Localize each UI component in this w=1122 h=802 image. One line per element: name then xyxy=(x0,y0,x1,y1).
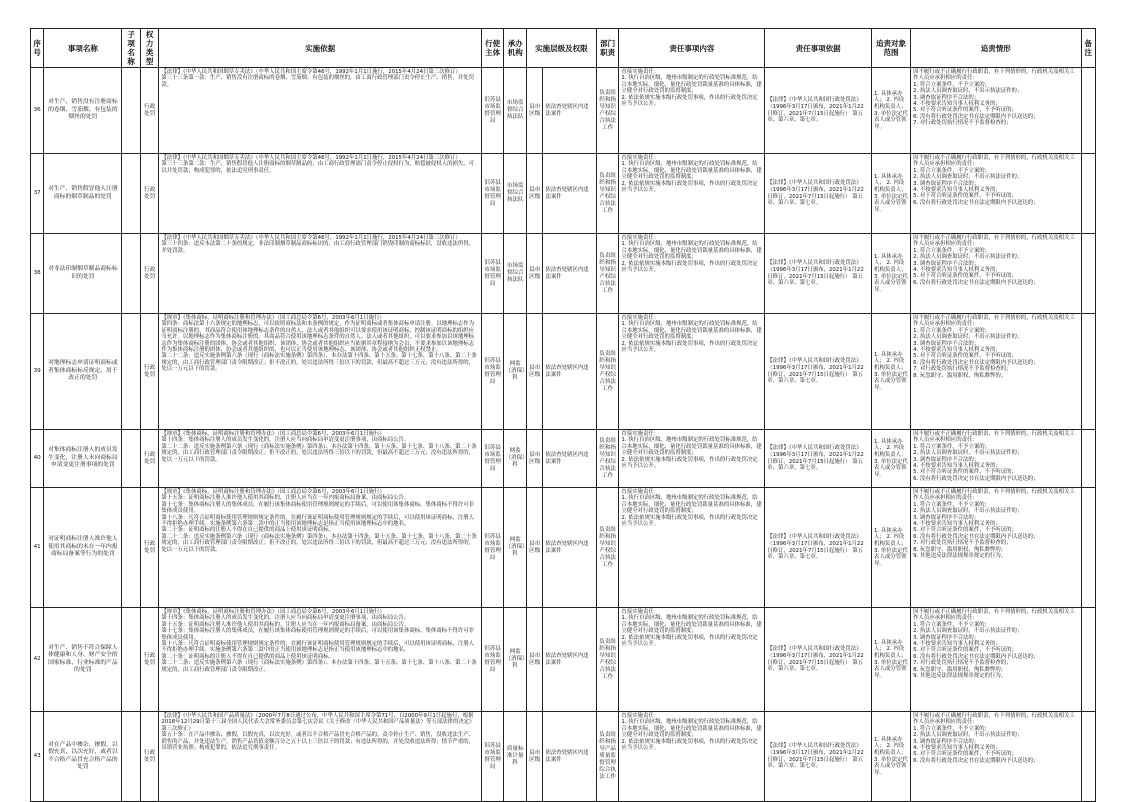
cell-resp-basis: 【法律】《中华人民共和国行政处罚法》（1996年3月17日颁布，2021年1月22日修订，2021年7月15日起施行） 第五章、第六章、第七章。 xyxy=(765,314,872,430)
cell-power-type: 行政处罚 xyxy=(140,314,158,430)
table-row xyxy=(31,488,1096,608)
header-subject: 行使主体 xyxy=(481,29,504,68)
cell-seq: 37 xyxy=(31,154,44,234)
cell-seq: 43 xyxy=(31,712,44,802)
cell-level-b: 依法查处辖区内违法案件 xyxy=(543,488,596,608)
header-resp-content: 责任事项内容 xyxy=(619,29,765,68)
cell-subject: 旧苏县市场监督管理局 xyxy=(481,68,504,154)
cell-level-b: 依法查处辖区内违法案件 xyxy=(543,154,596,234)
table-header xyxy=(31,29,1096,68)
cell-remark xyxy=(1081,608,1095,712)
cell-agency: 市场监督综合执法队 xyxy=(504,68,527,154)
cell-item-name: 对生产、销售没有注册商标的卷烟、雪茄烟、有包装的烟丝的处罚 xyxy=(44,68,122,154)
cell-sub-name xyxy=(122,68,140,154)
cell-power-type: 行政处罚 xyxy=(140,430,158,488)
cell-sub-name xyxy=(122,430,140,488)
cell-accountable: 1. 具体承办人； 2. 内设机构负责人； 3. 单位法定代表人或分管领导。 xyxy=(872,712,911,802)
cell-sub-name xyxy=(122,608,140,712)
cell-subject: 旧苏县市场监督管理局 xyxy=(481,234,504,314)
cell-remark xyxy=(1081,234,1095,314)
cell-seq: 42 xyxy=(31,608,44,712)
cell-dept-duty: 负责组织和指导知识产权综合执法工作 xyxy=(596,154,619,234)
cell-agency: 网监（消保）科 xyxy=(504,608,527,712)
cell-basis: 【法律】《中华人民共和国烟草专卖法》（中华人民共和国主席令第46号，1992年1月1日施行，2015年4月24日第三次修订） 第三十三条第一款：生产、销售没有注册商标的卷烟、雪茄烟、有包装的烟丝的，由工商行政管理部门责令停止生产、销售，并处罚款。 xyxy=(159,68,481,154)
cell-remark xyxy=(1081,430,1095,488)
cell-level-a: 县市区级 xyxy=(527,234,543,314)
cell-level-b: 依法查处辖区内违法案件 xyxy=(543,68,596,154)
cell-resp-basis: 【法律】《中华人民共和国行政处罚法》（1996年3月17日颁布，2021年1月22日修订，2021年7月15日起施行） 第五章、第六章、第七章。 xyxy=(765,712,872,802)
cell-power-type: 行政处罚 xyxy=(140,608,158,712)
cell-resp-basis: 【法律】《中华人民共和国行政处罚法》（1996年3月17日颁布，2021年1月22日修订，2021年7月15日起施行） 第五章、第六章、第七章。 xyxy=(765,430,872,488)
cell-item-name: 对生产、销售不符合保障人体健康和人身、财产安全的国家标准、行业标准的产品的处罚 xyxy=(44,608,122,712)
cell-basis: 【规章】《集体商标、证明商标注册和管理办法》（国工商总局令第6号，2003年6月1日施行） 第十四条：集体商标注册人的成员发生变化的，注册人应当向商标局申请变更注册事项，由商标局公告。 第二十二条：违反实施条例第六条（现行《商标法实施条例》第四条）、本办法第十四条、第十五条、第十七条、第十八条、第二十条规定的，由工商行政管理部门责令限期改正；拒不改正的，处以违法所得三倍以下的罚款，但最高不超过三万元；没有违法所得的，处以一万元以下的罚款。 xyxy=(159,430,481,488)
cell-resp-content: 直接实施责任： 1. 执行自治区级、地州市级制定的行政处罚标准规范，结合本地实际，细化、量化行政处罚裁量基准的具体标准，建立健全对行政处罚的监督制度； 2. 依法依规实施本级行政处罚事项，作出的行政处罚决定应当予以公开。 xyxy=(619,234,765,314)
cell-dept-duty: 负责组织和指导知识产权综合执法工作 xyxy=(596,234,619,314)
cell-dept-duty: 负责组织和指导产品质量监督管理综合执法工作 xyxy=(596,712,619,802)
cell-accountable: 1. 具体承办人； 2. 内设机构负责人； 3. 单位法定代表人或分管领导。 xyxy=(872,154,911,234)
responsibility-table xyxy=(30,28,1096,802)
cell-remark xyxy=(1081,712,1095,802)
cell-dept-duty: 负责组织和指导知识产权综合执法工作 xyxy=(596,430,619,488)
cell-basis: 【法律】《中华人民共和国产品质量法》（2000年7月8日通过公布，中华人民共和国主席令第71号，自2000年9月1日起施行，根据2018年12月29日第十三届全国人民代表大会常务委员会第七次会议《关于修改〈中华人民共和国产品质量法〉等五部法律的决定》第三次修正） 第五十条：在产品中掺杂、掺假，以假充真，以次充好，或者以不合格产品冒充合格产品的，责令停止生产、销售，没收违法生产、销售的产品，并处违法生产、销售产品货值金额百分之五十以上三倍以下的罚款；有违法所得的，并处没收违法所得；情节严重的，吊销营业执照；构成犯罪的，依法追究刑事责任。 xyxy=(159,712,481,802)
cell-subject: 旧苏县市场监督管理局 xyxy=(481,608,504,712)
cell-accountable: 1. 具体承办人； 2. 内设机构负责人； 3. 单位法定代表人或分管领导。 xyxy=(872,314,911,430)
cell-accountable-situations: 因不履行或不正确履行行政职责，有下列情形的，行政机关及相关工作人员应承担相应的责任： 1. 符合立案条件，不予立案的； 2. 执法人员调查取证时，不出示执法证件的； 3. 调查取证程序不合法的； 4. 不按要求告知当事人权利义务的； 5. 对于符合听证条件的案件，不予听证的； 6. 没有将行政处罚决定书在法定期限内予以送达的； xyxy=(911,712,1081,802)
header-accountable: 追责对象范围 xyxy=(872,29,911,68)
cell-resp-content: 直接实施责任： 1. 执行自治区级、地州市级制定的行政处罚标准规范，结合本地实际，细化、量化行政处罚裁量基准的具体标准，建立健全对行政处罚的监督制度； 2. 依法依规实施本级行政处罚事项，作出的行政处罚决定应当予以公开。 xyxy=(619,314,765,430)
table-row xyxy=(31,234,1096,314)
header-item-name: 事项名称 xyxy=(44,29,122,68)
cell-remark xyxy=(1081,154,1095,234)
header-accountable-situations: 追责情形 xyxy=(911,29,1081,68)
cell-item-name: 对证明商标注册人准许他人使用其商标的未在一年内报商标局备案等行为的处罚 xyxy=(44,488,122,608)
cell-power-type: 行政处罚 xyxy=(140,154,158,234)
cell-resp-content: 直接实施责任： 1. 执行自治区级、地州市级制定的行政处罚标准规范，结合本地实际，细化、量化行政处罚裁量基准的具体标准，建立健全对行政处罚的监督制度； 2. 依法依规实施本级行政处罚事项，作出的行政处罚决定应当予以公开。 xyxy=(619,608,765,712)
cell-dept-duty: 负责组织和指导知识产权综合执法工作 xyxy=(596,488,619,608)
table-row xyxy=(31,68,1096,154)
cell-accountable: 1. 具体承办人； 2. 内设机构负责人； 3. 单位法定代表人或分管领导。 xyxy=(872,430,911,488)
cell-remark xyxy=(1081,488,1095,608)
cell-seq: 38 xyxy=(31,234,44,314)
cell-level-a: 县市区级 xyxy=(527,712,543,802)
cell-basis: 【规章】《集体商标、证明商标注册和管理办法》（国工商总局令第6号，2003年6月1日施行） 第十五条：证明商标注册人准许他人使用其商标的，注册人应当在一年内报商标局备案，由商标局公告。 第十七条：集体商标注册人的集体成员，在履行该集体商标使用管理规则规定的手续后，可以使用该集体商标。集体商标不得许可非集体成员使用。 第十八条：凡符合证明商标使用管理规则规定条件的，在履行该证明商标使用管理规则规定的手续后，可以使用该证明商标，注册人不得拒绝办理手续。实施条例第六条第二款中的正当使用该地理标志是指正当使用该地理标志中的地名。 第二十条：证明商标的注册人不得在自己提供的商品上使用该证明商标。 第二十二条：违反实施条例第六条（现行《商标法实施条例》第四条）、本办法第十四条、第十五条、第十七条、第十八条、第二十条规定的，由工商行政管理部门责令限期改正；拒不改正的，处以违法所得三倍以下的罚款，但最高不超过三万元；没有违法所得的，处以一万元以下的罚款。 xyxy=(159,488,481,608)
cell-seq: 39 xyxy=(31,314,44,430)
cell-resp-content: 直接实施责任： 1. 执行自治区级、地州市级制定的行政处罚标准规范，结合本地实际，细化、量化行政处罚裁量基准的具体标准，建立健全对行政处罚的监督制度； 2. 依法依规实施本级行政处罚事项，作出的行政处罚决定应当予以公开。 xyxy=(619,488,765,608)
cell-seq: 41 xyxy=(31,488,44,608)
cell-level-a: 县市区级 xyxy=(527,488,543,608)
cell-subject: 旧苏县市场监督管理局 xyxy=(481,712,504,802)
cell-agency: 质量标准计量科 xyxy=(504,712,527,802)
cell-agency: 网监（消保）科 xyxy=(504,488,527,608)
table-row xyxy=(31,314,1096,430)
header-sub-name: 子项名称 xyxy=(122,29,140,68)
cell-accountable-situations: 因不履行或不正确履行行政职责，有下列情形的，行政机关及相关工作人员应承担相应的责任： 1. 符合立案条件，不予立案的； 2. 执法人员调查取证时，不出示执法证件的； 3. 调查取证程序不合法的； 4. 不按要求告知当事人权利义务的； 5. 对于符合听证条件的案件，不予听证的； 6. 没有将行政处罚决定书在法定期限内予以送达的； 7. 对行政处罚执行情况不予监督检查的； xyxy=(911,68,1081,154)
table-row xyxy=(31,154,1096,234)
cell-agency: 市场监督综合执法队 xyxy=(504,154,527,234)
header-basis: 实施依据 xyxy=(159,29,481,68)
cell-resp-basis: 【法律】《中华人民共和国行政处罚法》（1996年3月17日颁布，2021年1月22日修订，2021年7月15日起施行） 第五章、第六章、第七章。 xyxy=(765,68,872,154)
cell-sub-name xyxy=(122,234,140,314)
header-remark: 备注 xyxy=(1081,29,1095,68)
cell-power-type: 行政处罚 xyxy=(140,488,158,608)
cell-level-b: 依法查处辖区内违法案件 xyxy=(543,712,596,802)
cell-sub-name xyxy=(122,154,140,234)
header-agency: 承办机构 xyxy=(504,29,527,68)
cell-sub-name xyxy=(122,712,140,802)
cell-accountable-situations: 因不履行或不正确履行行政职责，有下列情形的，行政机关及相关工作人员应承担相应的责任： 1. 符合立案条件，不予立案的； 2. 执法人员调查取证时，不出示执法证件的； 3. 调查取证程序不合法的； 4. 不按要求告知当事人权利义务的； 5. 对于符合听证条件的案件，不予听证的； 6. 没有将行政处罚决定书在法定期限内予以送达的； 7. 对行政处罚执行情况不予监督检查的； 8. 玩忽职守、滥用职权、徇私舞弊的； 9. 其他违反法律法规规章规定的行为。 xyxy=(911,488,1081,608)
cell-accountable-situations: 因不履行或不正确履行行政职责，有下列情形的，行政机关及相关工作人员应承担相应的责任： 1. 符合立案条件，不予立案的； 2. 执法人员调查取证时，不出示执法证件的； 3. 调查取证程序不合法的； 4. 不按要求告知当事人权利义务的； 5. 对于符合听证条件的案件，不予听证的； 6. 没有将行政处罚决定书在法定期限内予以送达的； 7. 对行政处罚执行情况不予监督检查的； 8. 玩忽职守、滥用职权、徇私舞弊的； 9. 其他违反法律法规规章规定的行为。 xyxy=(911,608,1081,712)
cell-subject: 旧苏县市场监督管理局 xyxy=(481,314,504,430)
cell-sub-name xyxy=(122,314,140,430)
cell-accountable-situations: 因不履行或不正确履行行政职责，有下列情形的，行政机关及相关工作人员应承担相应的责任： 1. 符合立案条件，不予立案的； 2. 执法人员调查取证时，不出示执法证件的； 3. 调查取证程序不合法的； 4. 不按要求告知当事人权利义务的； 5. 对于符合听证条件的案件，不予听证的； 6. 没有将行政处罚决定书在法定期限内予以送达的； xyxy=(911,234,1081,314)
cell-item-name: 对地理标志申请证明商标或者集体商标标反规定，用于改正的处罚 xyxy=(44,314,122,430)
cell-dept-duty: 负责组织和指导知识产权综合执法工作 xyxy=(596,314,619,430)
document-page xyxy=(30,28,1096,788)
cell-resp-basis: 【法律】《中华人民共和国行政处罚法》（1996年3月17日颁布，2021年1月22日修订，2021年7月15日起施行） 第五章、第六章、第七章。 xyxy=(765,234,872,314)
cell-subject: 旧苏县市场监督管理局 xyxy=(481,488,504,608)
cell-accountable: 1. 具体承办人； 2. 内设机构负责人； 3. 单位法定代表人或分管领导。 xyxy=(872,234,911,314)
cell-accountable-situations: 因不履行或不正确履行行政职责，有下列情形的，行政机关及相关工作人员应承担相应的责任： 1. 符合立案条件，不予立案的； 2. 执法人员调查取证时，不出示执法证件的； 3. 调查取证程序不合法的； 4. 不按要求告知当事人权利义务的； 5. 对于符合听证条件的案件，不予听证的； 6. 没有将行政处罚决定书在法定期限内予以送达的； xyxy=(911,154,1081,234)
cell-remark xyxy=(1081,68,1095,154)
header-power-type: 权力类型 xyxy=(140,29,158,68)
cell-level-b: 依法查处辖区内违法案件 xyxy=(543,314,596,430)
cell-accountable: 1. 具体承办人； 2. 内设机构负责人； 3. 单位法定代表人或分管领导。 xyxy=(872,608,911,712)
header-seq: 序号 xyxy=(31,29,44,68)
cell-level-a: 县市区级 xyxy=(527,608,543,712)
cell-accountable-situations: 因不履行或不正确履行行政职责，有下列情形的，行政机关及相关工作人员应承担相应的责任： 1. 符合立案条件，不予立案的； 2. 执法人员调查取证时，不出示执法证件的； 3. 调查取证程序不合法的； 4. 不按要求告知当事人权利义务的； 5. 对于符合听证条件的案件，不予听证的； 6. 没有将行政处罚决定书在法定期限内予以送达的； xyxy=(911,430,1081,488)
cell-resp-basis: 【法律】《中华人民共和国行政处罚法》（1996年3月17日颁布，2021年1月22日修订，2021年7月15日起施行） 第五章、第六章、第七章。 xyxy=(765,608,872,712)
cell-level-a: 县市区级 xyxy=(527,154,543,234)
cell-accountable: 1. 具体承办人； 2. 内设机构负责人； 3. 单位法定代表人或分管领导。 xyxy=(872,68,911,154)
cell-agency: 市场监督综合执法队 xyxy=(504,234,527,314)
cell-subject: 旧苏县市场监督管理局 xyxy=(481,154,504,234)
cell-agency: 网监（消保）科 xyxy=(504,314,527,430)
cell-power-type: 行政处罚 xyxy=(140,234,158,314)
table-row xyxy=(31,712,1096,802)
cell-level-a: 县市区级 xyxy=(527,430,543,488)
cell-accountable: 1. 具体承办人； 2. 内设机构负责人； 3. 单位法定代表人或分管领导。 xyxy=(872,488,911,608)
cell-resp-content: 直接实施责任： 1. 执行自治区级、地州市级制定的行政处罚标准规范，结合本地实际，细化、量化行政处罚裁量基准的具体标准，建立健全对行政处罚的监督制度； 2. 依法依规实施本级行政处罚事项，作出的行政处罚决定应当予以公开。 xyxy=(619,430,765,488)
cell-resp-basis: 【法律】《中华人民共和国行政处罚法》（1996年3月17日颁布，2021年1月22日修订，2021年7月15日起施行） 第五章、第六章、第七章。 xyxy=(765,488,872,608)
cell-agency: 网监（消保）科 xyxy=(504,430,527,488)
cell-dept-duty: 负责组织和指导知识产权综合执法工作 xyxy=(596,608,619,712)
cell-item-name: 对在产品中掺杂、掺假，以假充真，以次充好，或者以不合格产品冒充合格产品的处罚 xyxy=(44,712,122,802)
table-body xyxy=(31,68,1096,802)
cell-seq: 36 xyxy=(31,68,44,154)
cell-item-name: 对生产、销售假冒他人注册商标的烟草制品的处罚 xyxy=(44,154,122,234)
header-level: 实施层级及权限 xyxy=(527,29,597,68)
cell-item-name: 对集体商标注册人的成员发生变化，注册人未向商标局申请变更注册事项的处罚 xyxy=(44,430,122,488)
cell-basis: 【法律】《中华人民共和国烟草专卖法》（中华人民共和国主席令第46号，1992年1月1日施行，2015年4月24日第三次修订） 第三十三条第二款：生产、销售假冒他人注册商标的烟草制品的，由工商行政管理部门责令停止侵权行为，赔偿被侵权人的损失，可以并处罚款；构成犯罪的，依法追究刑事责任。 xyxy=(159,154,481,234)
cell-level-b: 依法查处辖区内违法案件 xyxy=(543,608,596,712)
cell-level-a: 县市区级 xyxy=(527,314,543,430)
table-row xyxy=(31,608,1096,712)
cell-item-name: 对非法印制烟草制品商标标识的处罚 xyxy=(44,234,122,314)
cell-seq: 40 xyxy=(31,430,44,488)
cell-basis: 【规章】《集体商标、证明商标注册和管理办法》（国工商总局令第6号，2003年6月1日施行） 第四条：商标法第十六条规定的地理标志，可以依照商标法和本条例的规定，作为证明商标或者集体商标申请注册。以地理标志作为证明商标注册的，其商品符合使用该地理标志条件的自然人、法人或者其他组织可以要求使用该证明商标，控制该证明商标的组织应当允许。以地理标志作为集体商标注册的，其商品符合使用该地理标志条件的自然人、法人或者其他组织，可以要求参加以该地理标志作为集体商标注册的团体、协会或者其他组织，该团体、协会或者其他组织应当依据其章程接纳为会员；不要求参加以该地理标志作为集体商标注册的团体、协会或者其他组织的，也可以正当使用该地理标志，该团体、协会或者其他组织无权禁止。 第二十二条：违反实施条例第六条（现行《商标法实施条例》第四条）、本办法第十四条、第十五条、第十七条、第十八条、第二十条规定的，由工商行政管理部门责令限期改正；拒不改正的，处以违法所得三倍以下的罚款，但最高不超过三万元；没有违法所得的，处以一万元以下的罚款。 xyxy=(159,314,481,430)
table-row xyxy=(31,430,1096,488)
cell-resp-content: 直接实施责任： 1. 执行自治区级、地州市级制定的行政处罚标准规范，结合本地实际，细化、量化行政处罚裁量基准的具体标准，建立健全对行政处罚的监督制度； 2. 依法依规实施本级行政处罚事项，作出的行政处罚决定应当予以公开。 xyxy=(619,154,765,234)
cell-basis: 【法律】《中华人民共和国烟草专卖法》（中华人民共和国主席令第46号，1992年1月1日施行，2015年4月24日第三次修订） 第三十四条：违反本法第二十条的规定，非法印制烟草制品商标标识的，由工商行政管理部门销毁印制的商标标识，没收违法所得，并处罚款。 xyxy=(159,234,481,314)
header-dept-duty: 部门职责 xyxy=(596,29,619,68)
cell-resp-basis: 【法律】《中华人民共和国行政处罚法》（1996年3月17日颁布，2021年1月22日修订，2021年7月15日起施行） 第五章、第六章、第七章。 xyxy=(765,154,872,234)
cell-level-b: 依法查处辖区内违法案件 xyxy=(543,430,596,488)
header-resp-basis: 责任事项依据 xyxy=(765,29,872,68)
cell-power-type: 行政处罚 xyxy=(140,712,158,802)
cell-basis: 【规章】《集体商标、证明商标注册和管理办法》（国工商总局令第6号，2003年6月1日施行） 第十四条：集体商标注册人的成员发生变化的，注册人应当向商标局申请变更注册事项，由商标局公告。 第十五条：证明商标注册人准许他人使用其商标的，注册人应当在一年内报商标局备案，由商标局公告。 第十七条：集体商标注册人的集体成员，在履行该集体商标使用管理规则规定的手续后，可以使用该集体商标。集体商标不得许可非集体成员使用。 第十八条：凡符合证明商标使用管理规则规定条件的，在履行该证明商标使用管理规则规定的手续后，可以使用该证明商标，注册人不得拒绝办理手续。实施条例第六条第二款中的正当使用该地理标志是指正当使用该地理标志中的地名。 第二十条：证明商标的注册人不得在自己提供的商品上使用该证明商标。 第二十二条：违反实施条例第六条（现行《商标法实施条例》第四条）、本办法第十四条、第十五条、第十七条、第十八条、第二十条规定的，由工商行政管理部门责令限期改正。 xyxy=(159,608,481,712)
cell-resp-content: 直接实施责任： 1. 执行自治区级、地州市级制定的行政处罚标准规范，结合本地实际，细化、量化行政处罚裁量基准的具体标准，建立健全对行政处罚的监督制度； 2. 依法依规实施本级行政处罚事项，作出的行政处罚决定应当予以公开。 xyxy=(619,68,765,154)
cell-accountable-situations: 因不履行或不正确履行行政职责，有下列情形的，行政机关及相关工作人员应承担相应的责任： 1. 符合立案条件，不予立案的； 2. 执法人员调查取证时，不出示执法证件的； 3. 调查取证程序不合法的； 4. 不按要求告知当事人权利义务的； 5. 对于符合听证条件的案件，不予听证的； 6. 没有将行政处罚决定书在法定期限内予以送达的； 7. 对行政处罚执行情况不予监督检查的； 8. 玩忽职守、滥用职权、徇私舞弊的； xyxy=(911,314,1081,430)
cell-power-type: 行政处罚 xyxy=(140,68,158,154)
cell-level-b: 依法查处辖区内违法案件 xyxy=(543,234,596,314)
cell-resp-content: 直接实施责任： 1. 执行自治区级、地州市级制定的行政处罚标准规范，结合本地实际，细化、量化行政处罚裁量基准的具体标准，建立健全对行政处罚的监督制度； 2. 依法依规实施本级行政处罚事项，作出的行政处罚决定应当予以公开。 xyxy=(619,712,765,802)
cell-sub-name xyxy=(122,488,140,608)
cell-level-a: 县市区级 xyxy=(527,68,543,154)
cell-dept-duty: 负责组织和指导知识产权综合执法工作 xyxy=(596,68,619,154)
cell-subject: 旧苏县市场监督管理局 xyxy=(481,430,504,488)
cell-remark xyxy=(1081,314,1095,430)
